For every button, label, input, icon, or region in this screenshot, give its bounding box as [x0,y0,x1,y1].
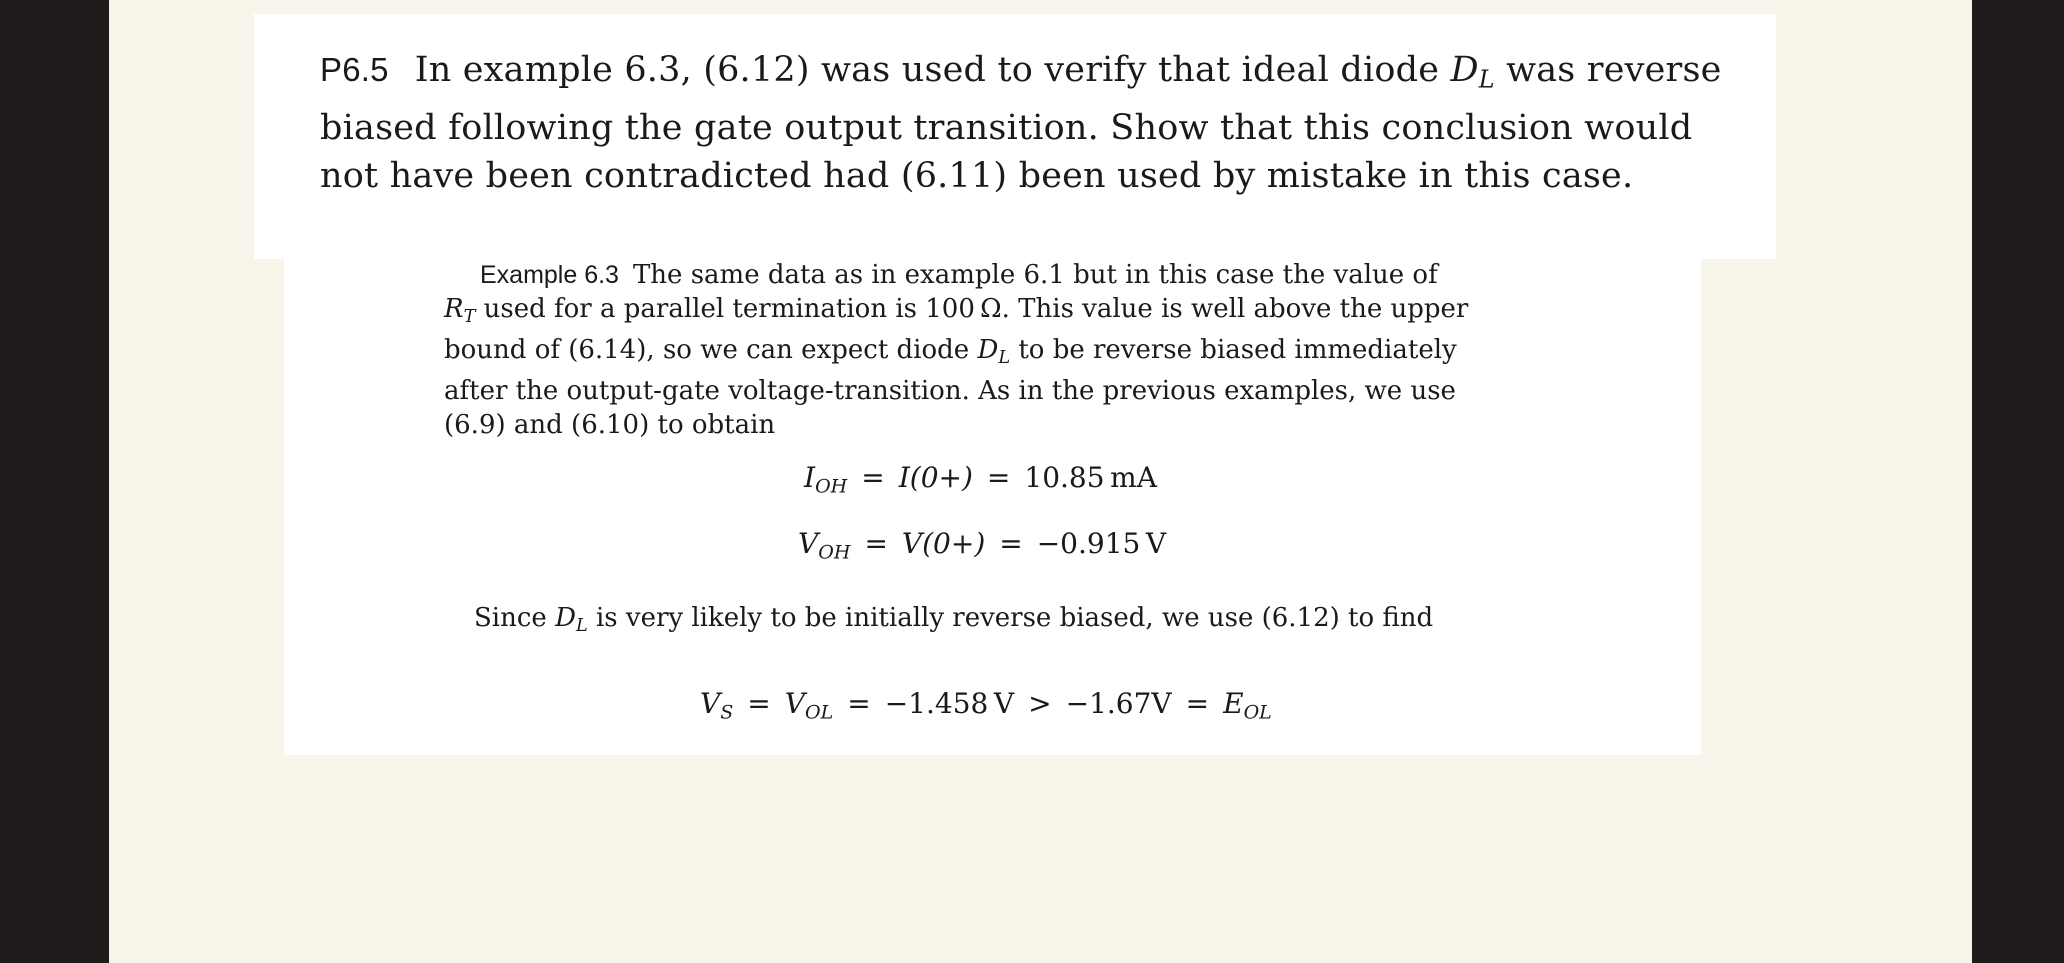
equation-voh: $V_{OH} = V(0+) = -0.915$ V [798,527,1167,564]
example-line-5: (6.9) and (6.10) to obtain [444,409,776,440]
since-sentence: Since $D_L$ is very likely to be initially reverse biased, we use (6.12) to find [474,603,1434,636]
problem-line-2: biased following the gate output transition. Show that this conclusion would [320,107,1693,148]
equation-ioh: $I_{OH} = I(0+) = 10.85$ mA [804,461,1157,498]
example-line-1: Example 6.3 The same data as in example 6.1 but in this case the value of [480,260,1438,290]
right-dark-margin [1972,0,2064,963]
example-line-2: $R_T$ used for a parallel termination is 100 Ω. This value is well above the upper [444,293,1469,327]
problem-card [254,14,1776,259]
problem-line-3: not have been contradicted had (6.11) been used by mistake in this case. [320,155,1634,196]
problem-line-1: P6.5 In example 6.3, (6.12) was used to verify that ideal diode $D_L$ was reverse [320,50,1722,94]
example-line-4: after the output-gate voltage-transition. As in the previous examples, we use [444,376,1456,407]
example-card [284,259,1701,755]
problem-label: P6.5 [320,51,389,88]
problem-statement [320,46,1720,200]
example-line-3: bound of (6.14), so we can expect diode $D_L$ to be reverse biased immediately [444,334,1457,368]
example-paragraph [444,259,1514,442]
equation-vs: $V_S = V_{OL} = -1.458$ $V > -1.67V = E_{OL}$ [700,687,1272,724]
diode-symbol: D [1450,50,1479,90]
example-label: Example 6.3 [480,261,619,289]
left-dark-margin [0,0,109,963]
